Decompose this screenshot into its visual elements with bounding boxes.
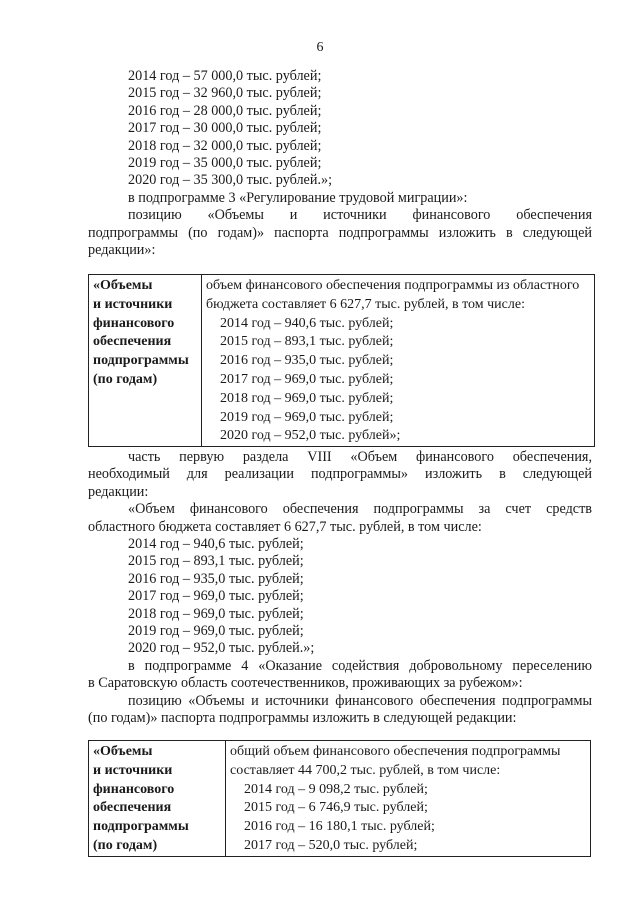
table-value-line: 2017 год – 520,0 тыс. рублей;: [244, 837, 418, 853]
table-label-line: обеспечения: [93, 800, 172, 816]
table-value-line: 2016 год – 16 180,1 тыс. рублей;: [244, 819, 435, 835]
table-label-line: (по годам): [93, 371, 158, 387]
paragraph-subprogram-4: в подпрограмме 4 «Оказание содействия добровольному переселению: [128, 657, 592, 674]
paragraph-position-2-cont: (по годам)» паспорта подпрограммы изложить в следующей редакции:: [88, 710, 517, 727]
paragraph-subprogram-4-cont: в Саратовскую область соотечественников, проживающих за рубежом»:: [88, 675, 523, 692]
list-item: 2020 год – 952,0 тыс. рублей.»;: [128, 640, 315, 657]
table-value-line: составляет 44 700,2 тыс. рублей, в том числе:: [230, 762, 501, 778]
paragraph-part-viii-end: редакции:: [88, 483, 149, 500]
table-value-line: 2019 год – 969,0 тыс. рублей;: [220, 409, 394, 425]
table-label-line: и источники: [93, 296, 173, 312]
table-label-line: «Объемы: [93, 744, 153, 759]
table-value-line: 2018 год – 969,0 тыс. рублей;: [220, 390, 394, 406]
table-value-cell: [202, 275, 595, 447]
paragraph-position-1: позицию «Объемы и источники финансового обеспечения: [128, 207, 592, 224]
list-item: 2016 год – 935,0 тыс. рублей;: [128, 570, 304, 587]
paragraph-position-1-end: редакции»:: [88, 242, 156, 259]
table-label-line: обеспечения: [93, 334, 172, 350]
section-viii-block: [0, 449, 640, 728]
paragraph-part-viii: часть первую раздела VIII «Объем финансового обеспечения,: [128, 449, 592, 465]
year-list-a: [0, 68, 640, 259]
paragraph-position-1-cont: подпрограммы (по годам)» паспорта подпрограммы изложить в следующей: [88, 224, 592, 241]
table-label-cell: [89, 275, 202, 447]
paragraph-part-viii-cont: необходимый для реализации подпрограммы» изложить в следующей: [88, 466, 592, 483]
list-item: 2019 год – 969,0 тыс. рублей;: [128, 623, 304, 640]
list-item: 2019 год – 35 000,0 тыс. рублей;: [128, 155, 322, 172]
paragraph-quote-cont: областного бюджета составляет 6 627,7 тыс. рублей, в том числе:: [88, 518, 482, 535]
table-value-line: 2014 год – 940,6 тыс. рублей;: [220, 315, 394, 331]
list-item: 2017 год – 969,0 тыс. рублей;: [128, 588, 304, 605]
table-value-line: объем финансового обеспечения подпрограммы из областного: [206, 278, 580, 293]
table-label-line: «Объемы: [93, 278, 153, 293]
table-label-line: финансового: [93, 315, 175, 331]
table-label-line: финансового: [93, 781, 175, 797]
table-value-line: 2015 год – 6 746,9 тыс. рублей;: [244, 800, 428, 816]
page-number: 6: [316, 40, 324, 55]
list-item: 2016 год – 28 000,0 тыс. рублей;: [128, 102, 322, 119]
paragraph-quote: «Объем финансового обеспечения подпрограммы за счет средств: [128, 501, 592, 518]
passport-table-1: [88, 274, 595, 447]
list-item: 2014 год – 57 000,0 тыс. рублей;: [128, 68, 322, 84]
table-value-line: бюджета составляет 6 627,7 тыс. рублей, в том числе:: [206, 296, 525, 312]
list-item: 2018 год – 969,0 тыс. рублей;: [128, 605, 304, 622]
list-item: 2015 год – 32 960,0 тыс. рублей;: [128, 85, 322, 102]
table-value-line: 2020 год – 952,0 тыс. рублей»;: [220, 428, 401, 444]
table-label-line: подпрограммы: [93, 353, 189, 369]
table-label-cell: [89, 741, 226, 857]
list-item: 2017 год – 30 000,0 тыс. рублей;: [128, 120, 322, 137]
list-item: 2015 год – 893,1 тыс. рублей;: [128, 553, 304, 570]
table-value-line: общий объем финансового обеспечения подпрограммы: [230, 744, 561, 759]
list-item: 2014 год – 940,6 тыс. рублей;: [128, 536, 304, 553]
passport-table-2: [88, 740, 591, 857]
table-label-line: подпрограммы: [93, 819, 189, 835]
table-value-line: 2016 год – 935,0 тыс. рублей;: [220, 353, 394, 369]
paragraph-subprogram-3: в подпрограмме 3 «Регулирование трудовой миграции»:: [128, 189, 468, 206]
table-value-line: 2015 год – 893,1 тыс. рублей;: [220, 334, 394, 350]
list-item: 2020 год – 35 300,0 тыс. рублей.»;: [128, 172, 333, 189]
paragraph-position-2: позицию «Объемы и источники финансового обеспечения подпрограммы: [128, 692, 592, 709]
table-value-cell: [226, 741, 591, 857]
table-label-line: (по годам): [93, 837, 158, 853]
table-label-line: и источники: [93, 762, 173, 778]
table-value-line: 2017 год – 969,0 тыс. рублей;: [220, 371, 394, 387]
list-item: 2018 год – 32 000,0 тыс. рублей;: [128, 137, 322, 154]
table-value-line: 2014 год – 9 098,2 тыс. рублей;: [244, 781, 428, 797]
